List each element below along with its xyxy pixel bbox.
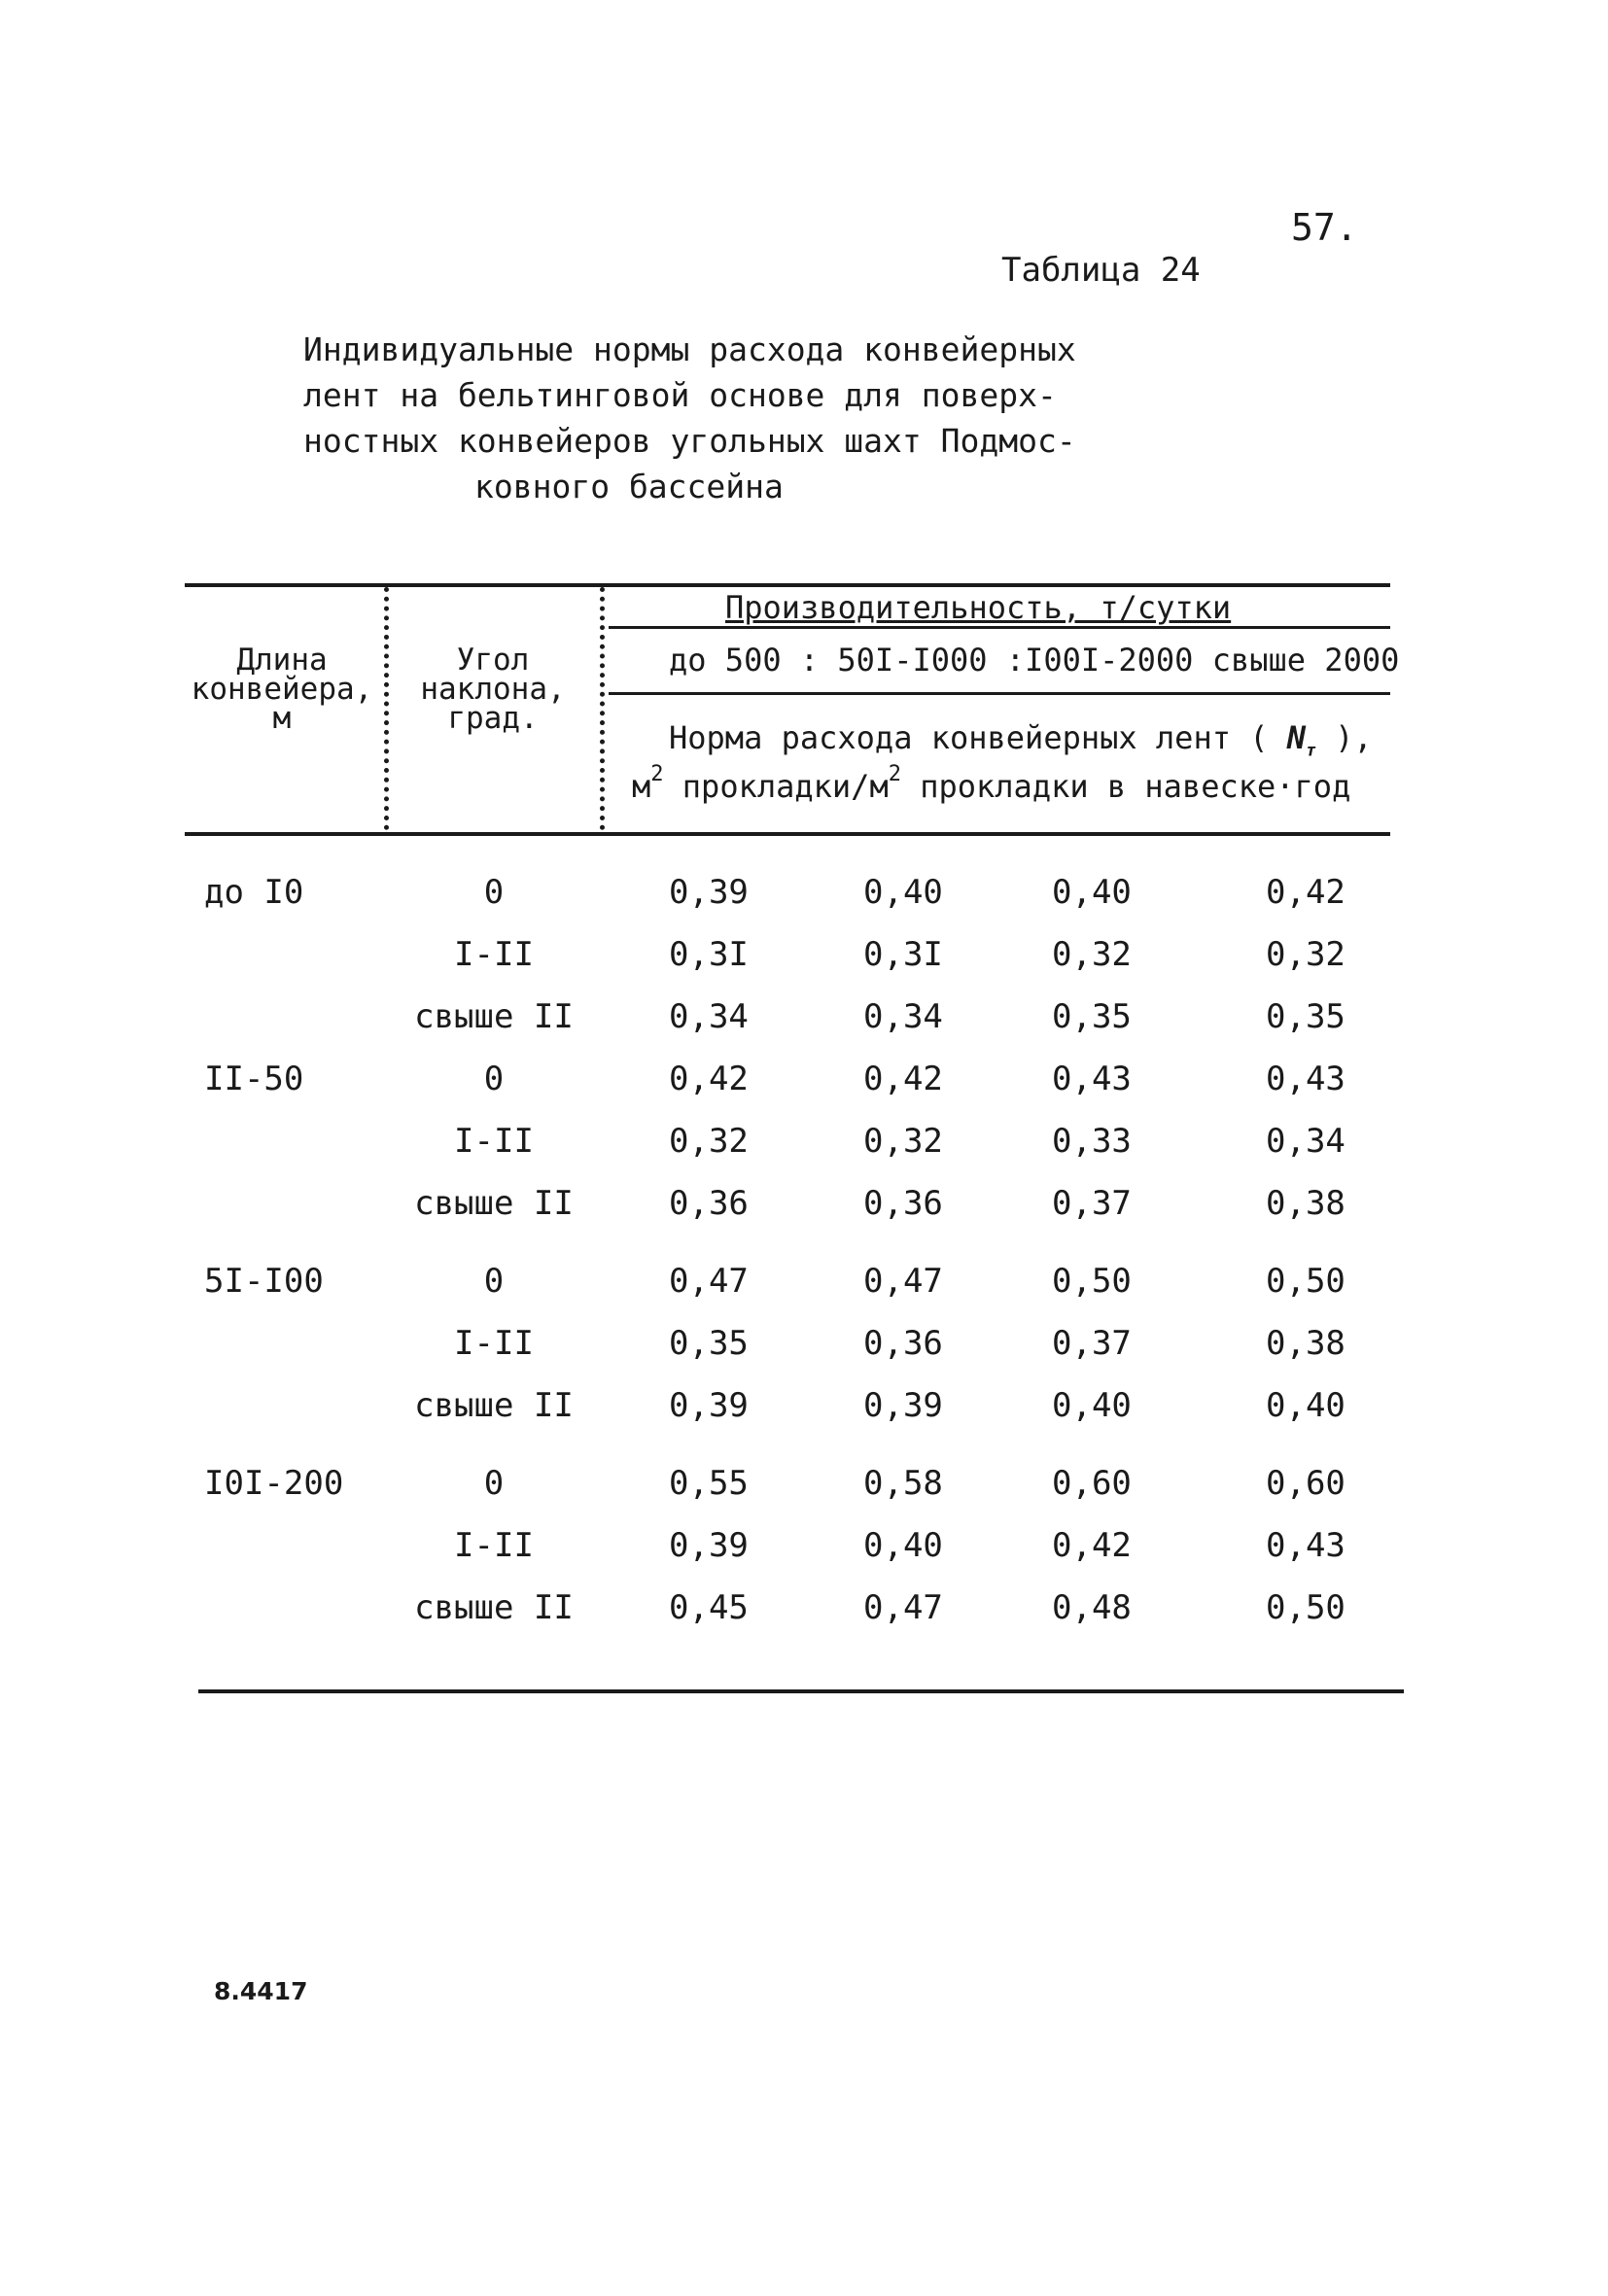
cell-norm-value: 0,3I [669,935,749,974]
cell-norm-value: 0,47 [863,1262,943,1301]
cell-norm-value: 0,58 [863,1464,943,1503]
cell-norm-value: 0,35 [669,1324,749,1363]
cell-norm-value: 0,32 [863,1122,943,1161]
caption-line: ностных конвейеров угольных шахт Подмос- [303,422,1076,460]
cell-angle: I-II [454,1526,534,1565]
cell-length: II-50 [204,1060,304,1098]
cell-norm-value: 0,45 [669,1588,749,1627]
page-number: 57. [1291,206,1358,249]
cell-angle: 0 [483,1262,505,1301]
cell-norm-value: 0,60 [1052,1464,1132,1503]
header-norm-unit: $м^2$ прокладки/$м^2$ прокладки в навеске·год [632,762,1351,805]
cell-norm-value: 0,34 [1266,1122,1346,1161]
cell-norm-value: 0,38 [1266,1184,1346,1223]
cell-angle: 0 [483,873,505,912]
norm-symbol: $N_т$ [1286,719,1316,761]
cell-norm-value: 0,40 [863,873,943,912]
cell-norm-value: 0,50 [1266,1262,1346,1301]
header-length-line: м [272,701,292,736]
table-bottom-rule [198,1689,1404,1693]
cell-norm-value: 0,34 [669,997,749,1036]
cell-norm-value: 0,47 [669,1262,749,1301]
cell-length: I0I-200 [204,1464,344,1503]
header-norm-suffix: ), [1335,719,1373,756]
cell-norm-value: 0,37 [1052,1324,1132,1363]
cell-norm-value: 0,3I [863,935,943,974]
header-productivity: Производительность, т/сутки [725,589,1232,626]
header-length-line: конвейера, [191,672,373,707]
table-caption [303,327,1076,509]
cell-norm-value: 0,34 [863,997,943,1036]
cell-norm-value: 0,40 [1266,1386,1346,1425]
cell-angle: I-II [454,935,534,974]
cell-length: 5I-I00 [204,1262,324,1301]
cell-norm-value: 0,47 [863,1588,943,1627]
header-angle-line: наклона, [420,672,566,707]
cell-norm-value: 0,43 [1266,1526,1346,1565]
cell-norm-value: 0,50 [1266,1588,1346,1627]
cell-angle: 0 [483,1060,505,1098]
cell-norm-value: 0,36 [863,1184,943,1223]
header-angle [401,643,585,736]
cell-norm-value: 0,32 [669,1122,749,1161]
header-productivity-bands: до 500 : 50I-I000 :I00I-2000 свыше 2000 [669,642,1400,678]
cell-angle: свыше II [414,1184,574,1223]
cell-norm-value: 0,35 [1266,997,1346,1036]
table-label: Таблица 24 [1001,251,1201,290]
bands-rule [609,692,1390,695]
cell-norm-value: 0,40 [1052,1386,1132,1425]
cell-norm-value: 0,33 [1052,1122,1132,1161]
header-norm-text: Норма расхода конвейерных лент ( [669,719,1269,756]
cell-angle: 0 [483,1464,505,1503]
cell-norm-value: 0,60 [1266,1464,1346,1503]
cell-norm-value: 0,40 [863,1526,943,1565]
cell-angle: свыше II [414,997,574,1036]
document-code: 8.4417 [214,1977,308,2005]
caption-line: ковного бассейна [474,468,784,505]
cell-norm-value: 0,38 [1266,1324,1346,1363]
column-separator [384,587,389,830]
cell-norm-value: 0,55 [669,1464,749,1503]
cell-norm-value: 0,42 [669,1060,749,1098]
header-angle-line: Угол [456,643,530,678]
cell-norm-value: 0,35 [1052,997,1132,1036]
cell-norm-value: 0,32 [1052,935,1132,974]
productivity-underline-rule [609,626,1390,629]
header-bottom-rule [185,832,1390,836]
cell-norm-value: 0,48 [1052,1588,1132,1627]
header-length-line: Длина [236,643,328,678]
cell-norm-value: 0,39 [863,1386,943,1425]
cell-angle: свыше II [414,1386,574,1425]
cell-norm-value: 0,39 [669,1526,749,1565]
column-separator [600,587,605,830]
caption-line: Индивидуальные нормы расхода конвейерных [303,330,1076,368]
cell-angle: I-II [454,1324,534,1363]
cell-norm-value: 0,40 [1052,873,1132,912]
cell-norm-value: 0,36 [669,1184,749,1223]
caption-line: лент на бельтинговой основе для поверх- [303,376,1057,414]
cell-norm-value: 0,36 [863,1324,943,1363]
cell-norm-value: 0,43 [1052,1060,1132,1098]
cell-norm-value: 0,42 [1052,1526,1132,1565]
cell-angle: I-II [454,1122,534,1161]
header-norm [669,719,1373,760]
cell-norm-value: 0,43 [1266,1060,1346,1098]
cell-length: до I0 [204,873,304,912]
cell-norm-value: 0,42 [1266,873,1346,912]
cell-norm-value: 0,39 [669,873,749,912]
cell-norm-value: 0,39 [669,1386,749,1425]
table-top-rule [185,583,1390,587]
header-length [185,643,379,736]
cell-norm-value: 0,32 [1266,935,1346,974]
cell-angle: свыше II [414,1588,574,1627]
header-angle-line: град. [447,701,539,736]
cell-norm-value: 0,50 [1052,1262,1132,1301]
cell-norm-value: 0,37 [1052,1184,1132,1223]
cell-norm-value: 0,42 [863,1060,943,1098]
